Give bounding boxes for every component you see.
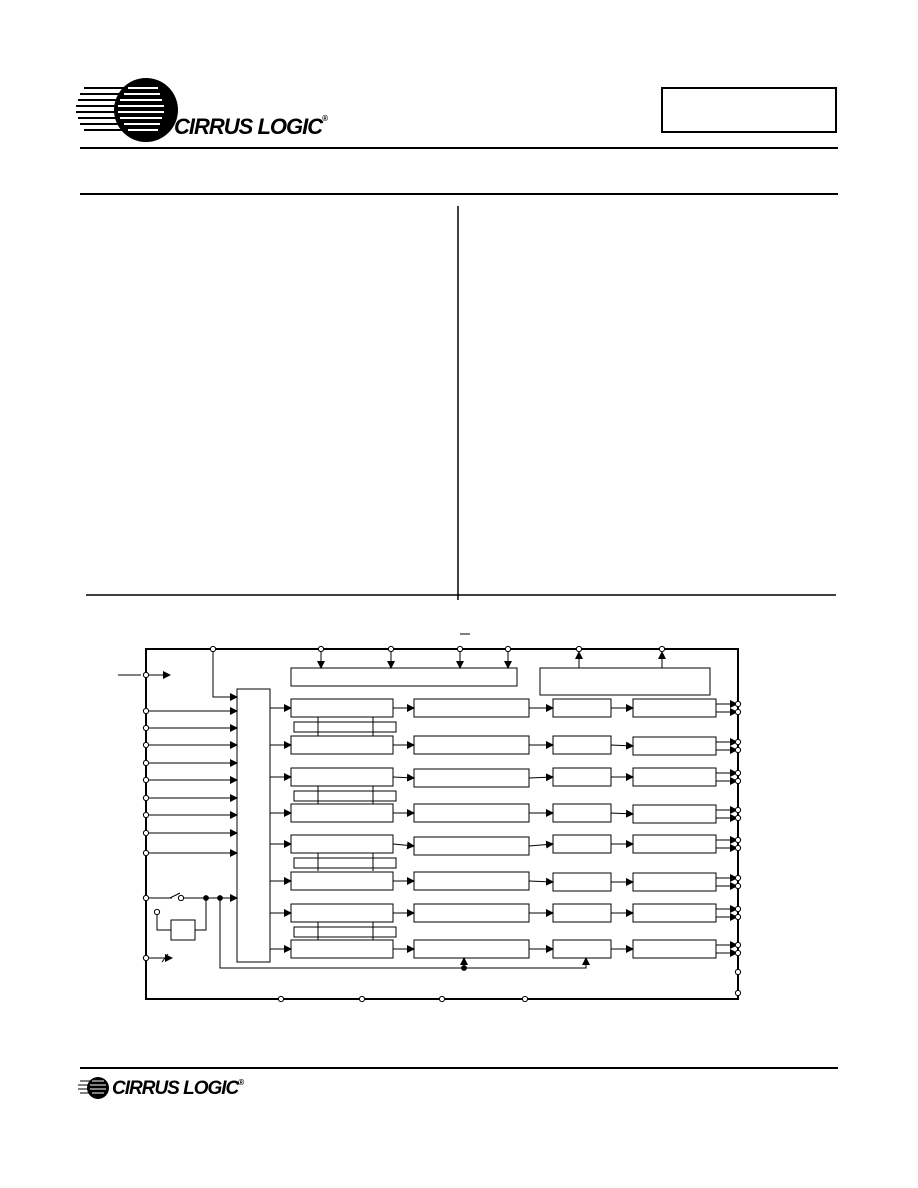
company-wordmark: CIRRUS LOGIC®	[174, 114, 328, 139]
footer-wordmark: CIRRUS LOGIC®	[112, 1078, 244, 1099]
